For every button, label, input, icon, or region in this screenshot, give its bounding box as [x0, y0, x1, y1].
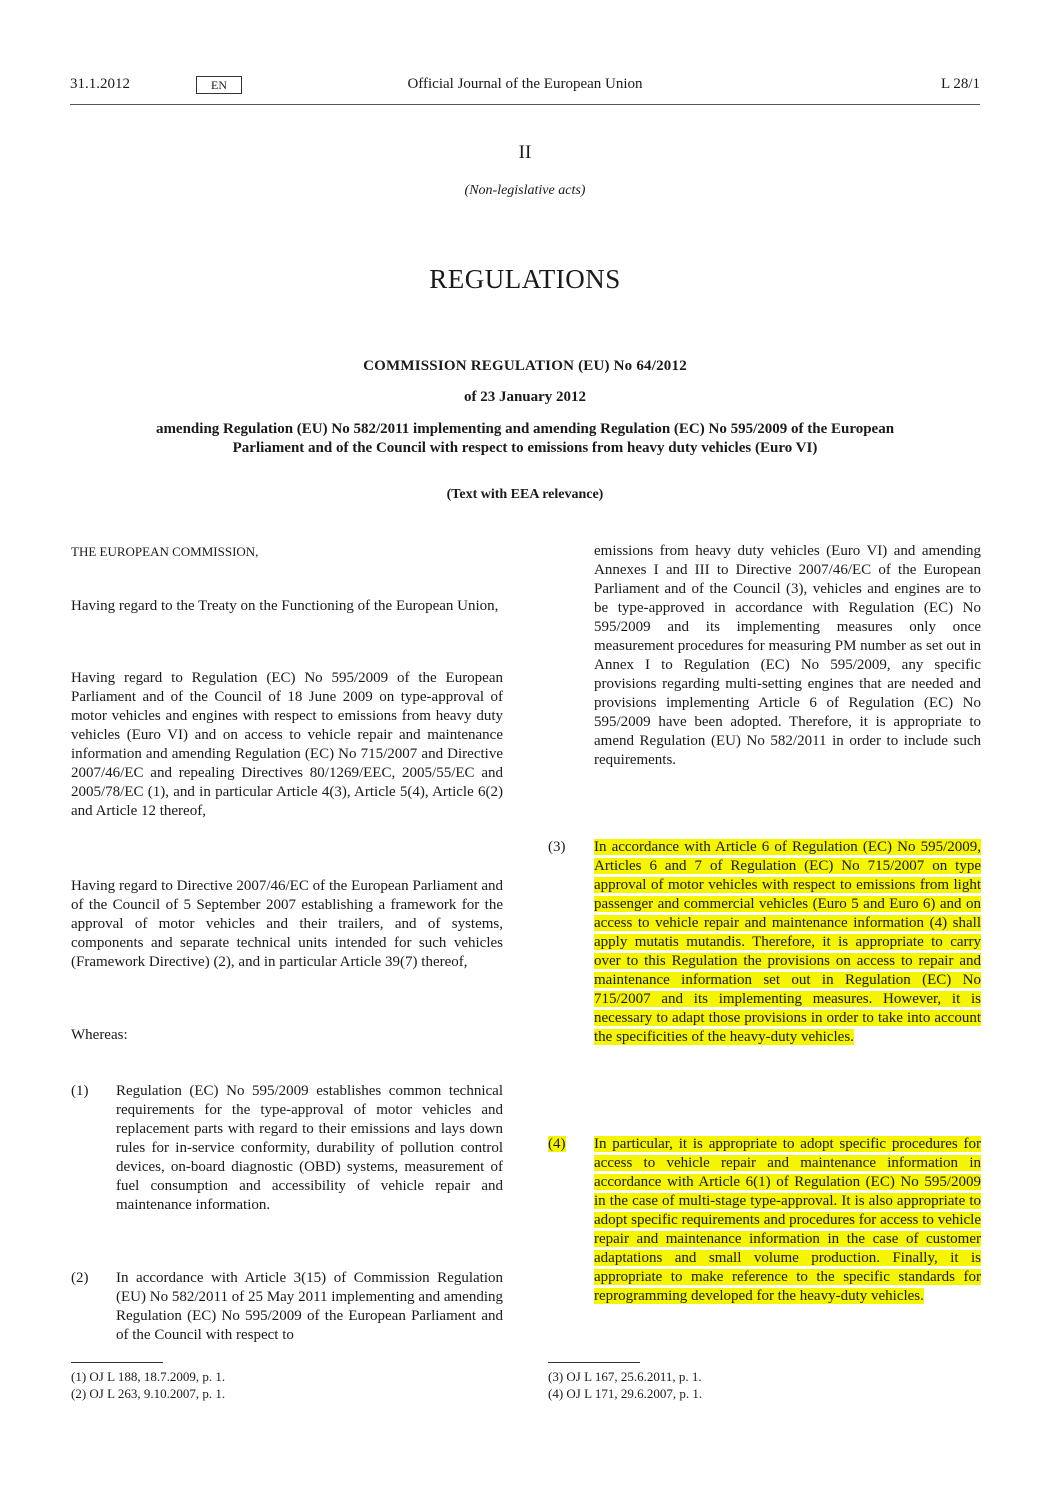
footnote-text: OJ L 263, 9.10.2007, p. 1.	[89, 1386, 226, 1401]
footnote-mark: (1)	[71, 1369, 87, 1384]
recital-treaty: Having regard to the Treaty on the Functioning of the European Union,	[71, 598, 499, 614]
page-reference: L 28/1	[940, 76, 980, 92]
part-number: II	[518, 142, 532, 163]
footnote-divider	[548, 1362, 640, 1363]
footnote-text: OJ L 188, 18.7.2009, p. 1.	[89, 1369, 226, 1384]
recital-1-text: Regulation (EC) No 595/2009 establishes common technical requirements for the type-approval of motor vehicles and replacement parts with regard to their emissions and lays down rules for in-service conformity, durability of pollution control devices, on-board diagnostic (OBD) systems, measurement of fuel consumption and accessibility of vehicle repair and maintenance information.	[116, 1083, 503, 1213]
part-subtitle: (Non-legislative acts)	[464, 183, 586, 198]
recital-3-text	[594, 838, 981, 1047]
recital-regulation-595: Having regard to Regulation (EC) No 595/2009 of the European Parliament and of the Council of 18 June 2009 on type-approval of motor vehicles and engines with respect to emissions from heavy duty vehicles (Euro VI) and on access to vehicle repair and maintenance information and amending Regulation (EC) No 715/2007 and Directive 2007/46/EC and repealing Directives 80/1269/EEC, 2005/55/EC and 2005/78/EC (1), and in particular Article 4(3), Article 5(4), Article 6(2) and Article 12 thereof,	[71, 670, 503, 819]
recital-2-text-part1: In accordance with Article 3(15) of Commission Regulation (EU) No 582/2011 of 25 May 2011 implementing and amending Regulation (EC) No 595/2009 of the European Parliament and of the Council with respect to	[116, 1270, 503, 1343]
recital-3-highlight: In accordance with Article 6 of Regulation (EC) No 595/2009, Articles 6 and 7 of Regulation (EC) No 715/2007 on type approval of motor vehicles with respect to emissions from light passenger and commercial vehicles (Euro 5 and Euro 6) and on access to vehicle repair and maintenance information (4) shall apply mutatis mutandis. Therefore, it is appropriate to carry over to this Regulation the provisions on access to repair and maintenance information set out in Regulation (EC) No 715/2007 and its implementing measures. However, it is necessary to adapt those provisions in order to take into account the specificities of the heavy-duty vehicles.	[594, 839, 981, 1045]
whereas-heading: Whereas:	[71, 1027, 128, 1043]
footnote-text: OJ L 167, 25.6.2011, p. 1.	[566, 1369, 702, 1384]
recital-number: (3)	[548, 839, 566, 855]
journal-date: 31.1.2012	[70, 76, 130, 92]
recital-number: (1)	[71, 1083, 89, 1099]
journal-title: Official Journal of the European Union	[407, 76, 643, 92]
footnote-3	[548, 1368, 702, 1385]
recital-4-text	[594, 1135, 981, 1306]
language-badge: EN	[196, 76, 242, 94]
commission-heading: THE EUROPEAN COMMISSION,	[71, 544, 259, 559]
footnote-text: OJ L 171, 29.6.2007, p. 1.	[566, 1386, 703, 1401]
footnote-2	[71, 1385, 225, 1402]
section-title: REGULATIONS	[429, 264, 621, 294]
recital-number: (2)	[71, 1270, 89, 1286]
footnote-mark: (3)	[548, 1369, 564, 1384]
regulation-title: COMMISSION REGULATION (EU) No 64/2012	[363, 358, 687, 374]
recital-number	[548, 1135, 566, 1154]
regulation-date: of 23 January 2012	[463, 389, 587, 405]
recital-4-highlight: In particular, it is appropriate to adopt specific procedures for access to vehicle repair and maintenance information in accordance with Article 6(1) of Regulation (EC) No 595/2009 in the case of multi-stage type-approval. It is also appropriate to adopt specific requirements and procedures for access to vehicle repair and maintenance information in the case of customer adaptations and small volume production. Finally, it is appropriate to make reference to the specific standards for reprogramming developed for the heavy-duty vehicles.	[594, 1136, 981, 1304]
regulation-description: amending Regulation (EU) No 582/2011 implementing and amending Regulation (EC) No 595/2009 of the European Parliament and of the Council with respect to emissions from heavy duty vehicles (Euro VI)	[155, 421, 895, 456]
footnote-mark: (4)	[548, 1386, 564, 1401]
footnote-4	[548, 1385, 702, 1402]
recital-directive-2007: Having regard to Directive 2007/46/EC of the European Parliament and of the Council of 5 September 2007 establishing a framework for the approval of motor vehicles and their trailers, and of systems, components and separate technical units intended for such vehicles (Framework Directive) (2), and in particular Article 39(7) thereof,	[71, 878, 503, 970]
recital-2-text-part2: emissions from heavy duty vehicles (Euro VI) and amending Annexes I and III to Directive 2007/46/EC of the European Parliament and of the Council (3), vehicles and engines are to be type-approved in accordance with Regulation (EC) No 595/2009 and its implementing measures only once measurement procedures for measuring PM number as set out in Annex I to Regulation (EC) No 595/2009, any specific provisions regarding multi-setting engines that are needed and provisions implementing Article 6 of Regulation (EC) No 595/2009 have been adopted. Therefore, it is appropriate to amend Regulation (EU) No 582/2011 in order to include such requirements.	[594, 543, 981, 768]
footnote-mark: (2)	[71, 1386, 87, 1401]
footnote-divider	[71, 1362, 163, 1363]
footnote-1	[71, 1368, 225, 1385]
recital-4-number-highlight: (4)	[548, 1136, 566, 1152]
eea-relevance: (Text with EEA relevance)	[446, 487, 604, 502]
header-divider	[70, 104, 980, 105]
